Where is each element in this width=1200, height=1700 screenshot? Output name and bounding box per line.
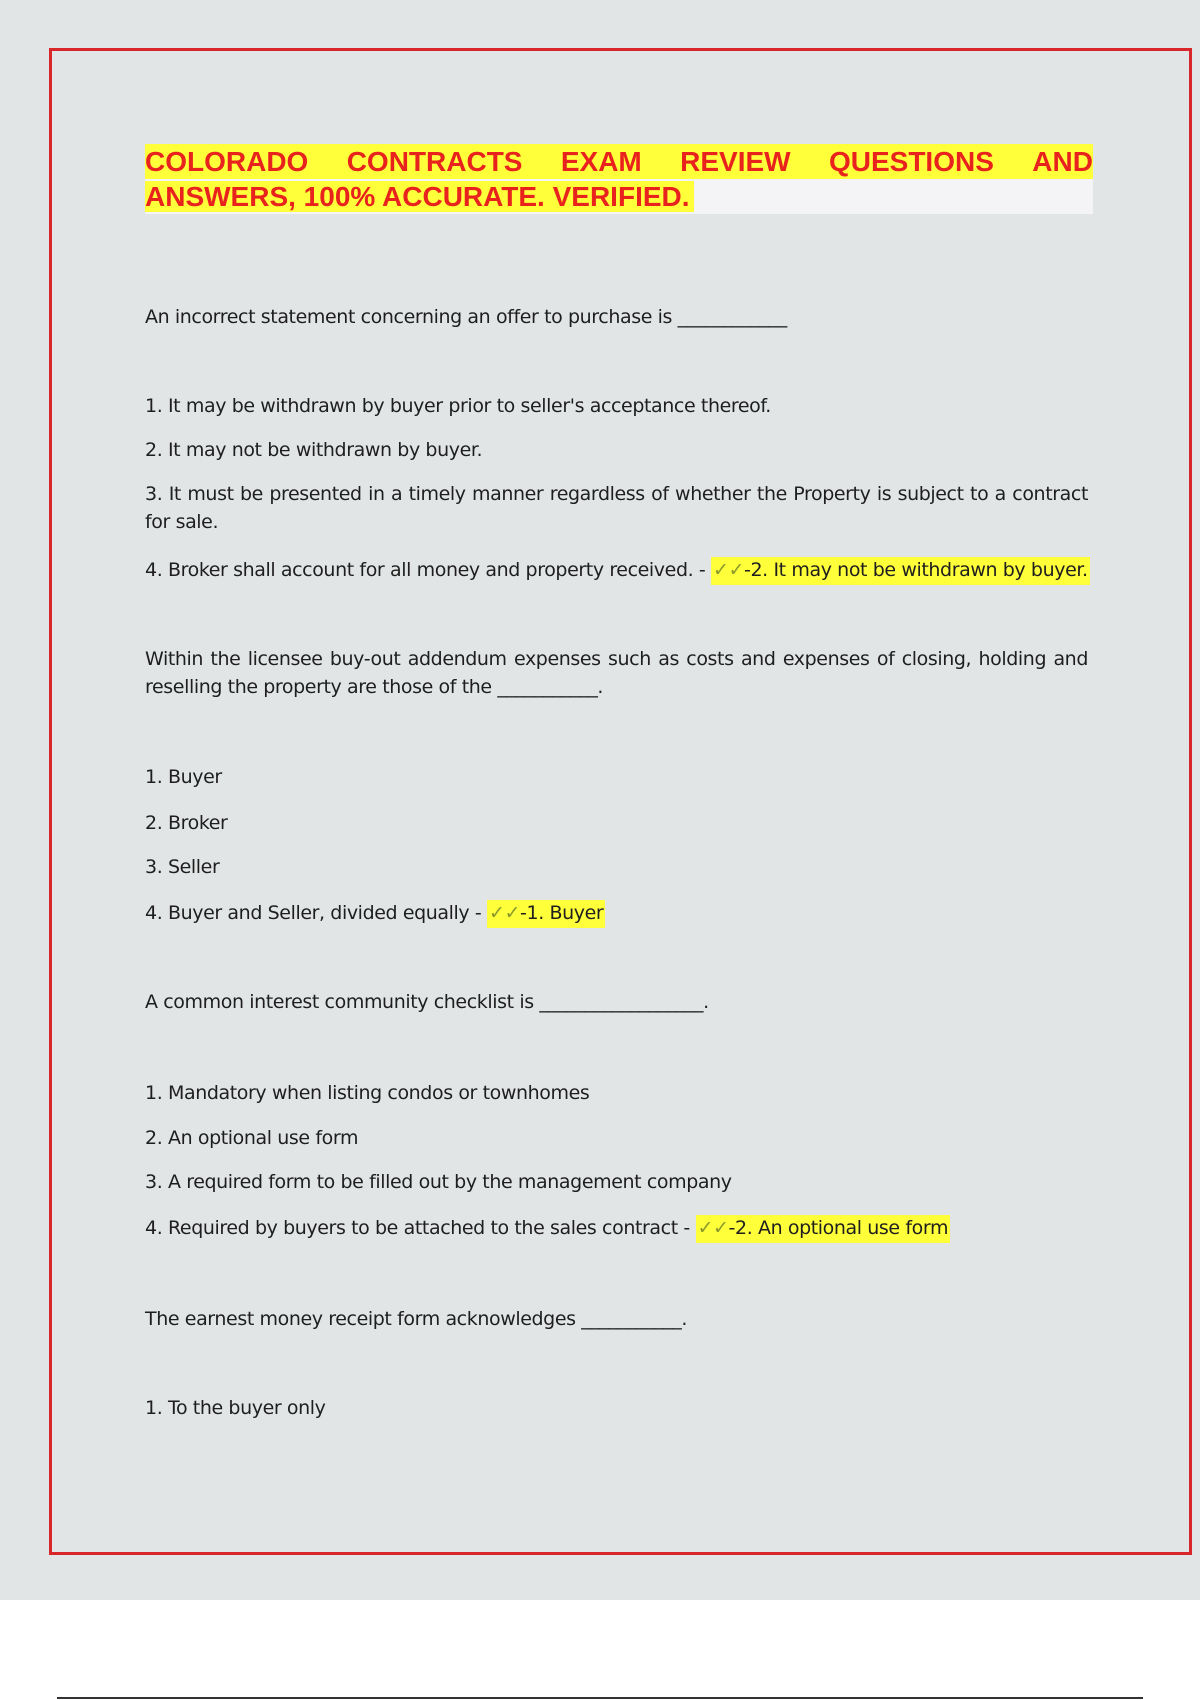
document-title [145,144,1093,214]
title-word: REVIEW [680,146,791,177]
question-2-prompt: Within the licensee buy-out addendum expenses such as costs and expenses of closing, holding and reselling the property are those of the ___________. [145,648,1088,698]
option-text: 4. Required by buyers to be attached to the sales contract - [145,1217,690,1239]
question-2-option-4 [145,899,605,927]
question-4-option-1: 1. To the buyer only [145,1397,326,1419]
option-text: 4. Broker shall account for all money and property received. - [145,559,706,581]
question-1-option-1: 1. It may be withdrawn by buyer prior to seller's acceptance thereof. [145,395,771,417]
title-word: CONTRACTS [346,146,523,177]
answer-highlight [711,557,1090,585]
answer-highlight [696,1215,951,1243]
question-1-option-2: 2. It may not be withdrawn by buyer. [145,439,483,461]
double-check-icon: ✓✓ [697,1217,729,1239]
question-1-prompt: An incorrect statement concerning an offer to purchase is ____________ [145,306,787,328]
answer-text: -1. Buyer [520,902,604,924]
title-word: COLORADO [145,146,309,177]
answer-text: -2. An optional use form [728,1217,949,1239]
option-text: 4. Buyer and Seller, divided equally - [145,902,482,924]
question-2-option-3: 3. Seller [145,856,220,878]
double-check-icon: ✓✓ [489,902,521,924]
title-word: AND [1032,146,1093,177]
title-line-2 [145,179,1093,214]
title-line-2-text: ANSWERS, 100% ACCURATE. VERIFIED. [145,181,694,212]
question-3-prompt: A common interest community checklist is __________________. [145,991,709,1013]
question-1-option-4 [145,556,1090,584]
question-2-option-2: 2. Broker [145,812,228,834]
title-line-1 [145,144,1093,179]
answer-text: -2. It may not be withdrawn by buyer. [744,559,1088,581]
double-check-icon: ✓✓ [712,559,745,581]
question-3-option-4 [145,1214,950,1242]
question-2-option-1: 1. Buyer [145,766,222,788]
question-3-option-2: 2. An optional use form [145,1127,359,1149]
question-1-option-3: 3. It must be presented in a timely manner regardless of whether the Property is subject to a contract for sale. [145,483,1088,533]
question-3-option-3: 3. A required form to be filled out by the management company [145,1171,732,1193]
answer-highlight [487,900,605,928]
question-4-prompt: The earnest money receipt form acknowledges ___________. [145,1308,687,1330]
title-word: QUESTIONS [828,146,994,177]
title-word: EXAM [560,146,642,177]
question-3-option-1: 1. Mandatory when listing condos or townhomes [145,1082,590,1104]
footer-divider [57,1697,1143,1699]
